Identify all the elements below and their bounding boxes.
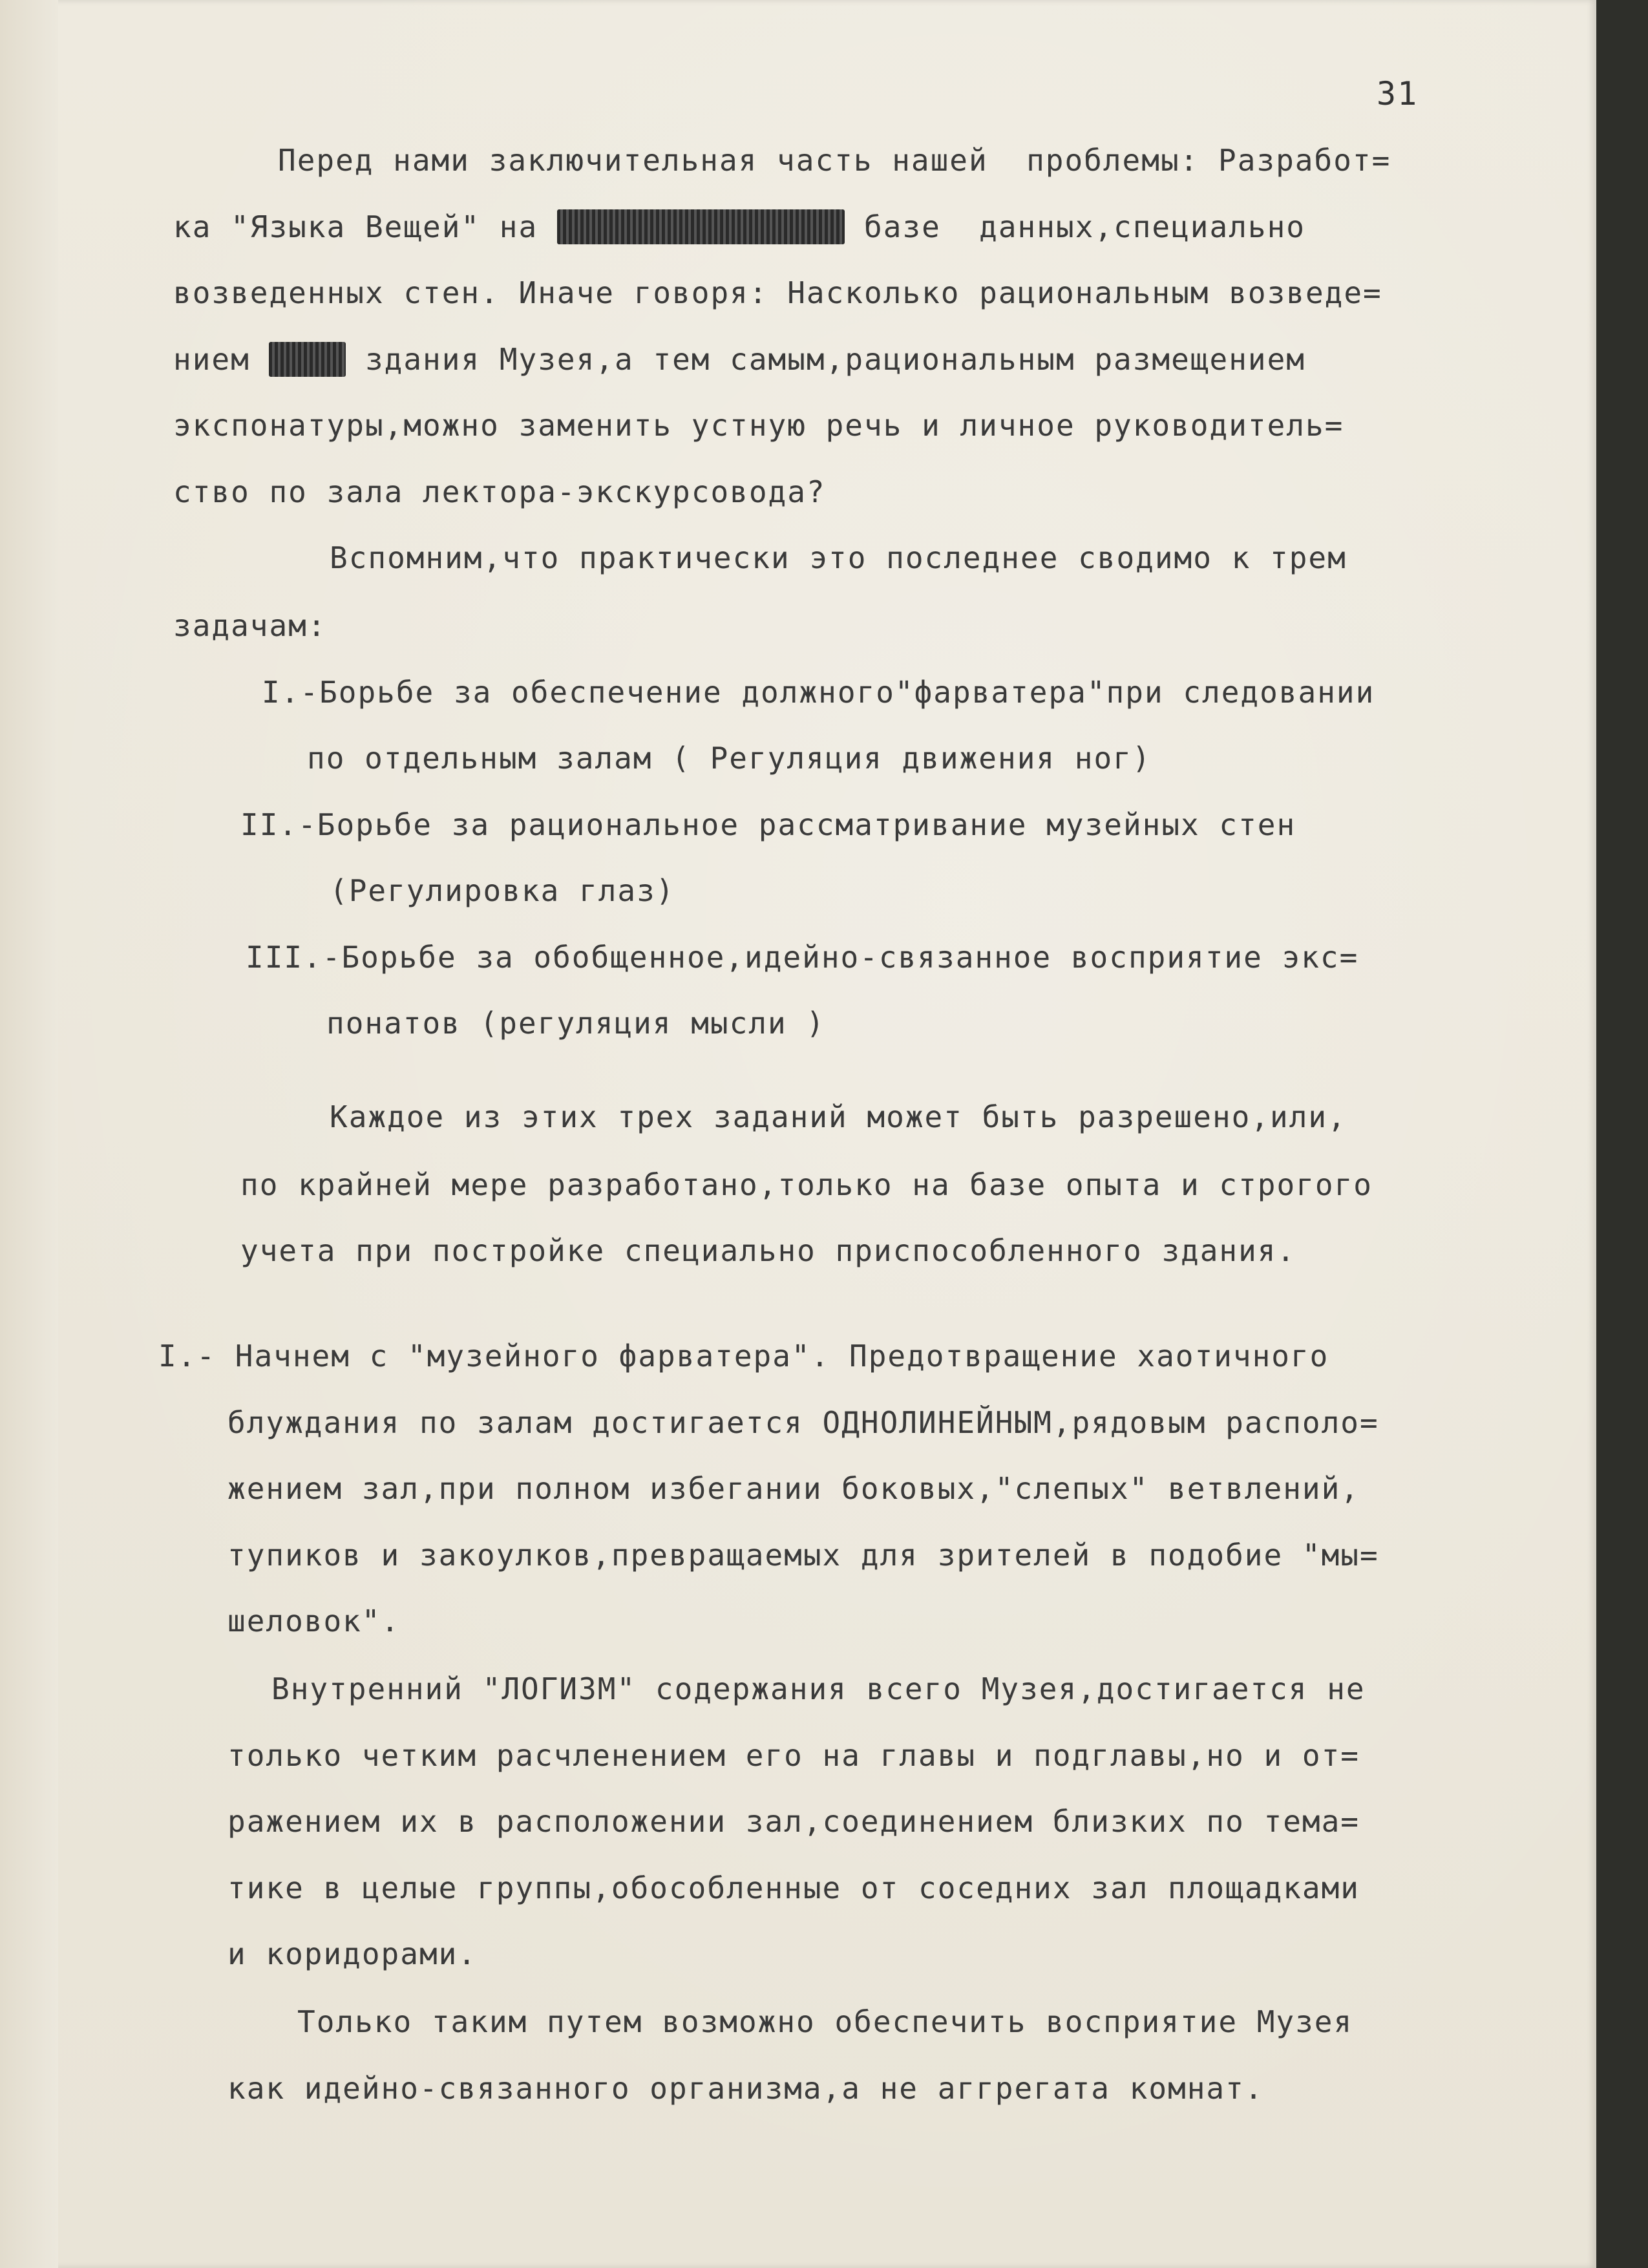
text-line: по крайней мере разработано,только на базе опыта и строгого — [240, 1167, 1373, 1202]
text-line: нием здания Музея,а тем самым,рациональным размещением — [173, 342, 1305, 377]
struck-out-word — [269, 342, 346, 377]
list-item: I.-Борьбе за обеспечение должного"фарватера"при следовании — [262, 675, 1375, 710]
struck-out-word — [557, 209, 845, 244]
text-line: ство по зала лектора-экскурсовода? — [173, 474, 826, 509]
text-line: жением зал,при полном избегании боковых,"слепых" ветвлений, — [227, 1471, 1360, 1506]
text-line: шеловок". — [227, 1604, 401, 1638]
binding-edge — [0, 0, 58, 2268]
text-line: тупиков и закоулков,превращаемых для зрителей в подобие "мы= — [227, 1538, 1379, 1573]
text-line: только четким расчленением его на главы и подглавы,но и от= — [227, 1738, 1360, 1773]
list-item: II.-Борьбе за рациональное рассматривание музейных стен — [240, 807, 1296, 842]
text-line: задачам: — [173, 608, 327, 643]
text-line: и коридорами. — [227, 1936, 478, 1971]
text-line: как идейно-связанного организма,а не аггрегата комнат. — [227, 2071, 1264, 2106]
text-line: (Регулировка глаз) — [330, 873, 675, 908]
text-line: ка "Языка Вещей" на базе данных,специально — [173, 209, 1305, 244]
list-item: III.-Борьбе за обобщенное,идейно-связанное восприятие экс= — [246, 940, 1359, 975]
text-line: ражением их в расположении зал,соединением близких по тема= — [227, 1804, 1360, 1839]
text-line: Вспомним,что практически это последнее сводимо к трем — [330, 540, 1347, 575]
text-line: Каждое из этих трех заданий может быть разрешено,или, — [330, 1099, 1347, 1134]
text-line: тике в целые группы,обособленные от соседних зал площадками — [227, 1871, 1360, 1905]
text-line: Внутренний "ЛОГИЗМ" содержания всего Музея,достигается не — [271, 1671, 1366, 1706]
text-line: по отдельным залам ( Регуляция движения ног) — [307, 741, 1152, 776]
text-line: понатов (регуляция мысли ) — [326, 1006, 826, 1041]
text-line: блуждания по залам достигается ОДНОЛИНЕЙНЫМ,рядовым располо= — [227, 1405, 1379, 1440]
text-line: учета при постройке специально приспособленного здания. — [240, 1233, 1296, 1268]
section-heading: I.- Начнем с "музейного фарватера". Предотвращение хаотичного — [158, 1339, 1329, 1373]
text-line: Только таким путем возможно обеспечить восприятие Музея — [297, 2004, 1353, 2039]
page-number: 31 — [1377, 75, 1419, 112]
text-line: экспонатуры,можно заменить устную речь и личное руководитель= — [173, 408, 1344, 443]
text-line: возведенных стен. Иначе говоря: Насколько рациональным возведе= — [173, 275, 1382, 310]
text-line: Перед нами заключительная часть нашей проблемы: Разработ= — [278, 143, 1391, 178]
